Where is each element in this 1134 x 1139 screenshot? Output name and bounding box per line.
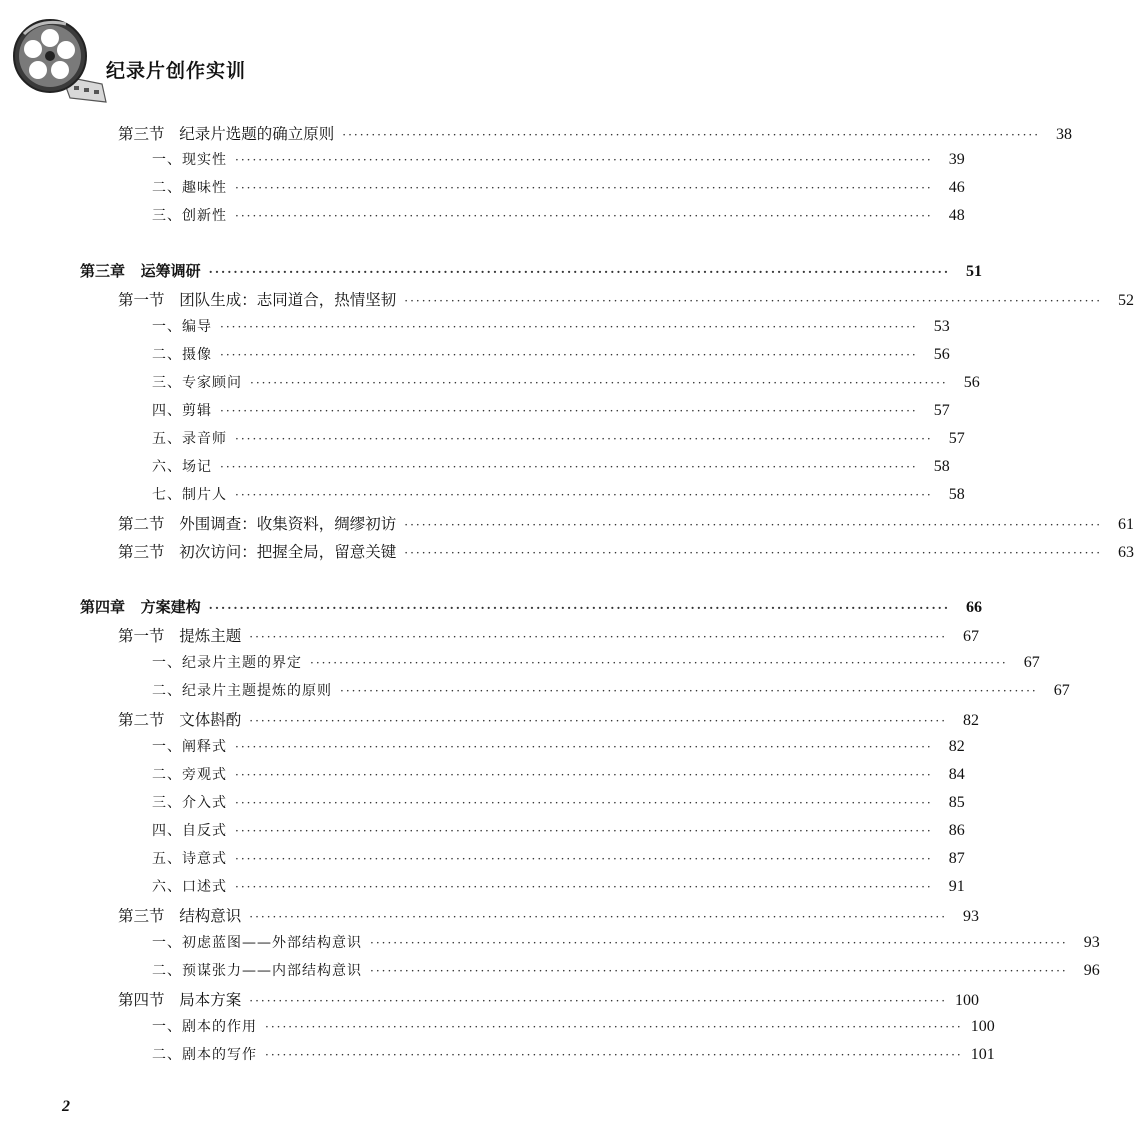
toc-page-number: 63 [1118,544,1134,561]
toc-item-row[interactable] [152,1016,995,1042]
toc-entry-title: 二、趣味性 [152,180,227,196]
dot-leader: ························································································································ [342,128,1041,142]
toc-page-number: 53 [933,318,950,335]
toc-item-row[interactable] [152,680,1070,706]
toc-section-row[interactable] [118,512,1134,538]
dot-leader: ························································································································ [310,656,1008,670]
toc-page-number: 67 [963,628,980,645]
dot-leader: ························································································································ [235,209,933,223]
toc-page-number: 93 [963,908,980,925]
dot-leader: ························································································································ [249,630,948,644]
toc-item-row[interactable] [152,149,965,175]
toc-page-number: 67 [1053,682,1070,699]
toc-page-number: 56 [933,346,950,363]
toc-section-row[interactable] [118,624,980,650]
dot-leader: ························································································································ [220,404,918,418]
toc-entry-title: 四、剪辑 [152,403,212,419]
toc-chapter-row[interactable] [80,596,982,622]
page-number: 2 [62,1098,70,1115]
dot-leader: ························································································································ [208,601,950,615]
toc-page-number: 51 [966,263,982,280]
toc-entry-title: 五、诗意式 [152,851,227,867]
dot-leader: ························································································································ [265,1048,963,1062]
toc-item-row[interactable] [152,876,965,902]
toc-page-number: 101 [970,1046,995,1063]
toc-entry-title: 一、阐释式 [152,739,227,755]
toc-page-number: 66 [966,599,982,616]
toc-section-row[interactable] [118,122,1073,148]
header-title: 纪录片创作实训 [106,60,247,82]
toc-item-row[interactable] [152,792,965,818]
dot-leader: ························································································································ [235,824,933,838]
toc-page-number: 96 [1083,962,1100,979]
dot-leader: ························································································································ [340,684,1038,698]
toc-page-number: 39 [948,151,965,168]
toc-page-number: 61 [1118,516,1134,533]
toc-entry-title: 第四章 方案建构 [80,598,201,616]
toc-section-row[interactable] [118,708,980,734]
toc-item-row[interactable] [152,316,950,342]
toc-item-row[interactable] [152,960,1100,986]
dot-leader: ························································································································ [235,432,933,446]
dot-leader: ························································································································ [249,714,948,728]
toc-page-number: 57 [933,402,950,419]
dot-leader: ························································································································ [249,994,948,1008]
dot-leader: ························································································································ [235,852,933,866]
toc-item-row[interactable] [152,205,965,231]
dot-leader: ························································································································ [249,910,948,924]
dot-leader: ························································································································ [404,546,1103,560]
toc-item-row[interactable] [152,344,950,370]
dot-leader: ························································································································ [235,880,933,894]
dot-leader: ························································································································ [235,181,933,195]
toc-item-row[interactable] [152,652,1040,678]
toc-entry-title: 第三节 纪录片选题的确立原则 [118,125,335,143]
toc-page-number: 82 [948,738,965,755]
dot-leader: ························································································································ [235,796,933,810]
toc-entry-title: 三、创新性 [152,208,227,224]
toc-page-number: 56 [963,374,980,391]
dot-leader: ························································································································ [235,488,933,502]
dot-leader: ························································································································ [250,376,948,390]
dot-leader: ························································································································ [235,768,933,782]
toc-item-row[interactable] [152,820,965,846]
toc-entry-title: 七、制片人 [152,487,227,503]
toc-item-row[interactable] [152,484,965,510]
toc-entry-title: 一、编导 [152,319,212,335]
toc-entry-title: 一、初虑蓝图——外部结构意识 [152,935,362,951]
toc-item-row[interactable] [152,736,965,762]
toc-entry-title: 三、介入式 [152,795,227,811]
toc-page-number: 58 [948,486,965,503]
toc-item-row[interactable] [152,456,950,482]
dot-leader: ························································································································ [370,964,1068,978]
toc-chapter-row[interactable] [80,260,982,286]
toc-entry-title: 第二节 外围调查：收集资料，绸缪初访 [118,515,397,533]
toc-item-row[interactable] [152,372,980,398]
toc-page-number: 52 [1118,292,1134,309]
toc-entry-title: 六、口述式 [152,879,227,895]
toc-entry-title: 第一节 提炼主题 [118,627,242,645]
toc-entry-title: 五、录音师 [152,431,227,447]
toc-page-number: 67 [1023,654,1040,671]
toc-section-row[interactable] [118,988,980,1014]
dot-leader: ························································································································ [220,460,918,474]
dot-leader: ························································································································ [220,348,918,362]
toc-entry-title: 二、剧本的写作 [152,1047,257,1063]
toc-page-number: 93 [1083,934,1100,951]
toc-page-number: 84 [948,766,965,783]
toc-item-row[interactable] [152,177,965,203]
toc-page-number: 87 [948,850,965,867]
dot-leader: ························································································································ [208,265,950,279]
toc-entry-title: 六、场记 [152,459,212,475]
toc-entry-title: 一、纪录片主题的界定 [152,655,302,671]
toc-item-row[interactable] [152,1044,995,1070]
dot-leader: ························································································································ [220,320,918,334]
toc-section-row[interactable] [118,904,980,930]
toc-page-number: 85 [948,794,965,811]
toc-entry-title: 一、剧本的作用 [152,1019,257,1035]
toc-entry-title: 第三节 结构意识 [118,907,242,925]
toc-page-number: 57 [948,430,965,447]
toc-item-row[interactable] [152,764,965,790]
dot-leader: ························································································································ [404,518,1103,532]
toc-page-number: 86 [948,822,965,839]
toc-entry-title: 二、旁观式 [152,767,227,783]
toc-entry-title: 一、现实性 [152,152,227,168]
toc-page-number: 100 [955,992,980,1009]
toc-page-number: 58 [933,458,950,475]
running-header [10,14,370,104]
dot-leader: ························································································································ [235,740,933,754]
toc-page-number: 38 [1056,126,1073,143]
toc-section-row[interactable] [118,540,1134,566]
toc-page-number: 100 [970,1018,995,1035]
toc-item-row[interactable] [152,400,950,426]
toc-page-number: 46 [948,179,965,196]
toc-page-number: 91 [948,878,965,895]
dot-leader: ························································································································ [265,1020,963,1034]
toc-entry-title: 二、纪录片主题提炼的原则 [152,683,332,699]
dot-leader: ························································································································ [404,294,1103,308]
toc-entry-title: 第三节 初次访问：把握全局，留意关键 [118,543,397,561]
toc-item-row[interactable] [152,848,965,874]
toc-entry-title: 第二节 文体斟酌 [118,711,242,729]
toc-page-number: 82 [963,712,980,729]
toc-entry-title: 四、自反式 [152,823,227,839]
toc-entry-title: 第三章 运筹调研 [80,262,201,280]
toc-entry-title: 三、专家顾问 [152,375,242,391]
toc-item-row[interactable] [152,428,965,454]
toc-entry-title: 第四节 局本方案 [118,991,242,1009]
toc-item-row[interactable] [152,932,1100,958]
toc-entry-title: 二、预谋张力——内部结构意识 [152,963,362,979]
dot-leader: ························································································································ [370,936,1068,950]
dot-leader: ························································································································ [235,153,933,167]
toc-entry-title: 第一节 团队生成：志同道合，热情坚韧 [118,291,397,309]
toc-page-number: 48 [948,207,965,224]
toc-section-row[interactable] [118,288,1134,314]
toc-entry-title: 二、摄像 [152,347,212,363]
